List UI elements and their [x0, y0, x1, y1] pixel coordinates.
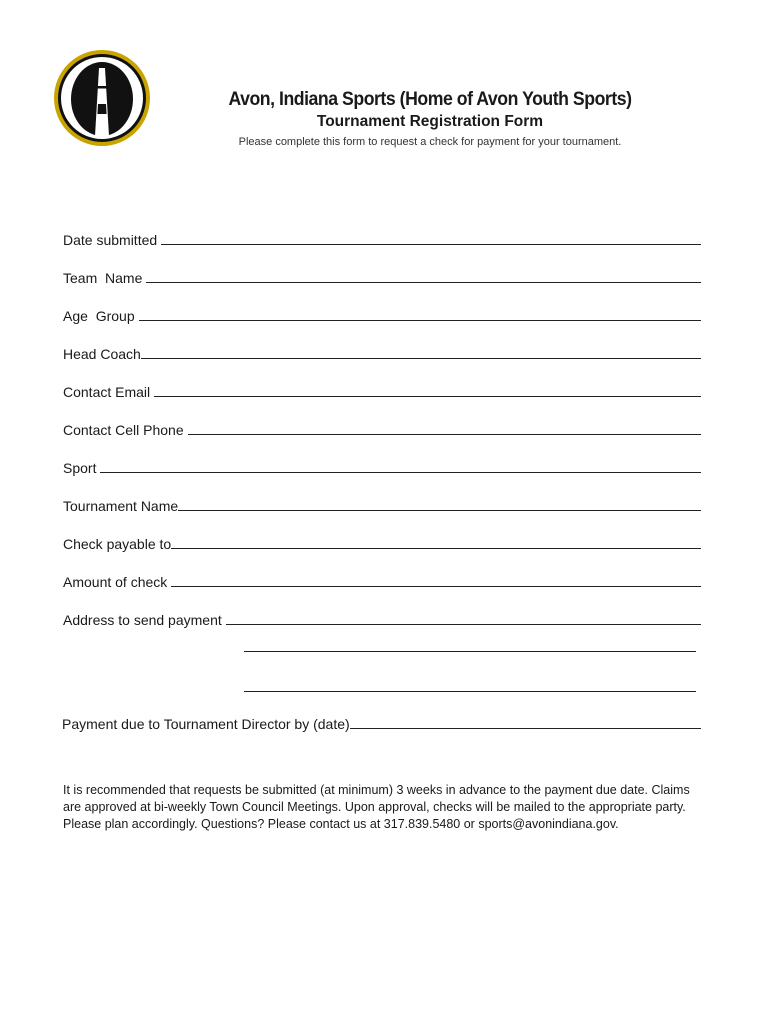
age-group-label: Age Group — [63, 308, 135, 324]
payment-due-field[interactable] — [350, 714, 701, 729]
date-submitted-label: Date submitted — [63, 232, 158, 248]
form-title: Avon, Indiana Sports (Home of Avon Youth Sports) — [228, 89, 632, 110]
form-instructions: Please complete this form to request a check for payment for your tournament. — [238, 136, 622, 148]
tournament-name-label: Tournament Name — [63, 498, 179, 514]
head-coach-field[interactable] — [141, 344, 701, 359]
address-label: Address to send payment — [63, 612, 222, 628]
payment-due-row — [62, 714, 701, 733]
team-name-row — [63, 249, 701, 287]
team-name-label: Team Name — [63, 270, 143, 286]
head-coach-row — [63, 325, 701, 363]
date-submitted-row — [63, 211, 701, 249]
form-header — [190, 88, 670, 149]
address-line-2-field[interactable] — [244, 651, 696, 652]
sport-field[interactable] — [100, 458, 701, 473]
avon-logo — [52, 48, 152, 148]
sport-row — [63, 439, 701, 477]
date-submitted-field[interactable] — [161, 230, 701, 245]
amount-of-check-field[interactable] — [171, 572, 701, 587]
sport-label: Sport — [63, 460, 97, 476]
tournament-name-field[interactable] — [178, 496, 701, 511]
form-subtitle: Tournament Registration Form — [316, 113, 544, 130]
address-field[interactable] — [226, 610, 701, 625]
footer-note: It is recommended that requests be submitted (at minimum) 3 weeks in advance to the payment due date. Claims are approved at bi-weekly Town Council Meetings. Upon approval, checks will be mailed to the appropriate party. Please plan accordingly. Questions? Please contact us at 317.839.5480 or sports@avonindiana.gov. — [63, 783, 690, 831]
tournament-name-row — [63, 477, 701, 515]
check-payable-label: Check payable to — [63, 536, 172, 552]
age-group-field[interactable] — [139, 306, 701, 321]
contact-email-field[interactable] — [154, 382, 701, 397]
amount-of-check-label: Amount of check — [63, 574, 168, 590]
check-payable-field[interactable] — [171, 534, 701, 549]
team-name-field[interactable] — [146, 268, 701, 283]
contact-email-row — [63, 363, 701, 401]
address-line-3-field[interactable] — [244, 691, 696, 692]
contact-cell-phone-row — [63, 401, 701, 439]
contact-cell-phone-label: Contact Cell Phone — [63, 422, 184, 438]
age-group-row — [63, 287, 701, 325]
form-fields — [63, 211, 701, 629]
head-coach-label: Head Coach — [63, 346, 141, 362]
address-row — [63, 591, 701, 629]
check-payable-row — [63, 515, 701, 553]
contact-email-label: Contact Email — [63, 384, 151, 400]
payment-due-label: Payment due to Tournament Director by (date) — [62, 716, 350, 732]
amount-of-check-row — [63, 553, 701, 591]
contact-cell-phone-field[interactable] — [188, 420, 701, 435]
